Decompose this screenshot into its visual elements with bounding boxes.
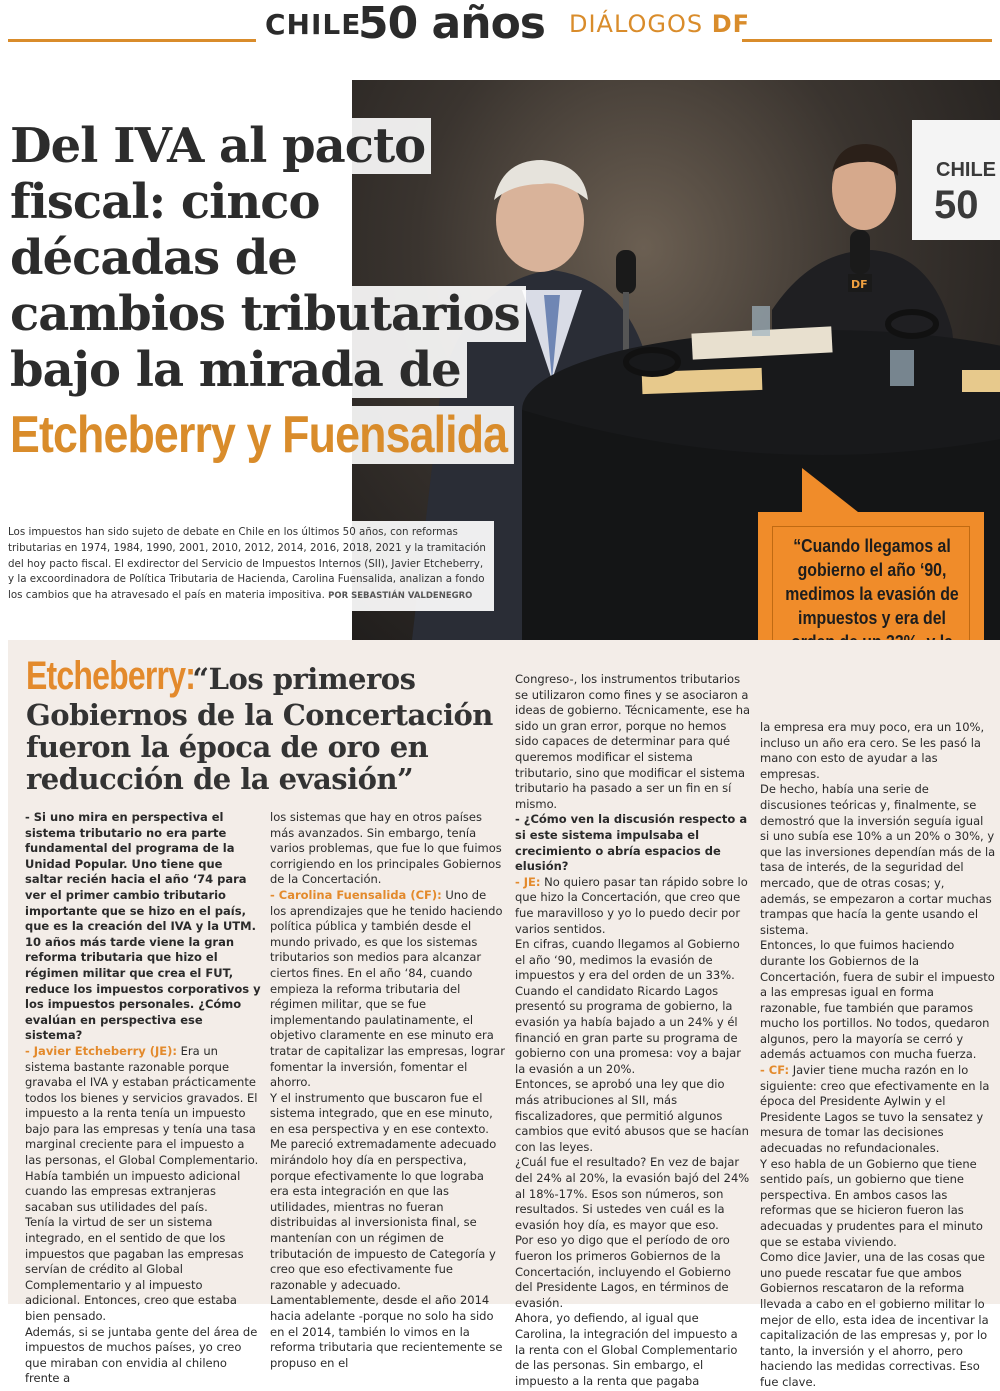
article-column-2 [270, 810, 506, 1371]
pull-quote-text: “Cuando llegamos al gobierno el año ‘90, medimos la evasión de impuestos y era del [785, 536, 959, 628]
paragraph: Tenía la virtud de ser un sistema integrado, en el sentido de que los impuestos que pagaban las empresas servían de crédito al Global Complementario y al impuesto adicional. Entonces, creo que estaba bien pensado. [25, 1215, 244, 1323]
section-title: CHILE [265, 8, 362, 41]
section-header [0, 0, 1000, 50]
paragraph: Entonces, se aprobó una ley que dio más atribuciones al SII, más fiscalizadores, que permitió algunos cambios que evitó abusos que se hacían con las leyes. [515, 1077, 749, 1154]
answer: - JE: No quiero pasar tan rápido sobre lo que hizo la Concertación, que creo que fue maravilloso y yo lo puedo decir por varios sentidos. [515, 874, 748, 936]
series-name: DIÁLOGOS [569, 10, 704, 38]
article-body [8, 640, 1000, 1389]
header-rule-right [742, 39, 992, 42]
mic-badge: DF [851, 278, 868, 291]
paragraph: Entonces, lo que fuimos haciendo durante los Gobiernos de la Concertación, fuera de subir el impuesto a las empresas igual en forma razonable, fue también que paramos mucho los portillos. No todos, quedaron algunos, pero la mayoría se cerró y además actuamos con mucha fuerza. [760, 938, 995, 1062]
subhead [26, 654, 496, 795]
headline-line: fiscal: cinco [10, 174, 570, 230]
brand-name: DF [711, 10, 751, 38]
paragraph: En cifras, cuando llegamos al Gobierno el año ‘90, medimos la evasión de impuestos y era del orden de un 33%. Cuando el candidato Ricardo Lagos presentó su programa de gobierno, la evasión ya había bajado a un 24% y él financió en gran parte su programa de gobierno con una promesa: voy a bajar la evasión a un 20%. [515, 937, 741, 1076]
anniversary-title: 50 años [358, 0, 545, 49]
paragraph: ¿Cuál fue el resultado? En vez de bajar del 24% al 20%, la evasión bajó del 24% al 18%-17%. Esos son números, son resultados. Si ustedes ven cuál es la evasión hoy día, es mayor que eso. [515, 1155, 750, 1232]
question: - ¿Cómo ven la discusión respecto a si este sistema impulsaba el crecimiento o abría espacios de elusión? [515, 812, 748, 874]
paragraph: Y eso habla de un Gobierno que tiene sentido país, un gobierno que tiene perspectiva. En ambos casos las reformas que se hicieron fueron las adecuadas y prudentes para el minuto que se estaba viviendo. [760, 1156, 983, 1249]
paragraph: la empresa era muy poco, era un 10%, incluso un año era cero. Se les pasó la mano con esto de ayudar a las empresas. [760, 720, 985, 781]
headline-line: bajo la mirada de [10, 342, 570, 398]
paragraph: Congreso-, los instrumentos tributarios se utilizaron como fines y se asociaron a ideas de gobierno. Técnicamente, ese ha sido un gran error, porque no hemos sido capaces de determinar para qué queremos modificar el sistema tributario, sino que modificar el sistema tributario ha pasado a ser un fin en sí mismo. [515, 672, 751, 811]
series-title [569, 10, 750, 38]
article-column-1 [25, 810, 261, 1387]
paragraph: los sistemas que hay en otros países más avanzados. Sin embargo, tenía varios problemas, que fue lo que fuimos corrigiendo en los principales Gobiernos de la Concertación. [270, 810, 502, 887]
speaker-label: - Carolina Fuensalida (CF): [270, 887, 442, 902]
set-sign-text-1: CHILE [936, 159, 996, 181]
header-rule-left [8, 39, 256, 42]
subhead-quote: “Los primeros Gobiernos de la Concertación fueron la época de oro en reducción de la evasión” [26, 662, 493, 796]
byline: POR SEBASTIÁN VALDENEGRO [328, 591, 473, 602]
answer: - Carolina Fuensalida (CF): Uno de los aprendizajes que he tenido haciendo política pública y también desde el mundo privado, es que los sistemas tributarios son medios para alcanzar ciertos fines. En el año ‘84, cuando empieza la reforma tributaria del régimen militar, que se fue implementando paulatinamente, el objetivo claramente en ese minuto era tratar de capitalizar las empresas, lograr fomentar la inversión, fomentar el ahorro. [270, 887, 505, 1090]
lead-text: Los impuestos han sido sujeto de debate en Chile en los últimos 50 años, con reformas tributarias en 1974, 1984, 1990, 2001, 2010, 2012, 2014, 2016, 2018, 2021 y la tramitación del hoy pacto fiscal. El exdirector del Servicio de Impuestos Internos (SII), Javier Etcheberry, y la excoordinadora de Política Tributaria de Hacienda, Carolina Fuensalida, analizan a fondo los cambios que ha atravesado el país en materia impositiva. [8, 526, 486, 602]
article-column-3 [515, 672, 751, 1389]
paragraph: Además, si se juntaba gente del área de impuestos de muchos países, yo creo que miraban con envidia al chileno frente a [25, 1324, 258, 1386]
lead-paragraph [8, 521, 494, 611]
headline [10, 118, 570, 466]
question: - Si uno mira en perspectiva el sistema tributario no era parte fundamental del programa de la Unidad Popular. Uno tiene que saltar recién hacia el año ‘74 para ver el primer cambio tributario importante que se hizo en el país, que es la creación del IVA y la UTM. 10 años más tarde viene la gran reforma tributaria que hizo el régimen militar que crea el FUT, reduce los impuestos corporativos y los impuestos personales. ¿Cómo evalúan en perspectiva ese sistema? [25, 810, 261, 1043]
article-column-4 [760, 720, 996, 1391]
paragraph: Por eso yo digo que el período de oro fueron los primeros Gobiernos de la Concertación, incluyendo el Gobierno del Presidente Lagos, en términos de evasión. [515, 1233, 731, 1310]
paragraph: Lamentablemente, desde el año 2014 hacia adelante -porque no solo ha sido en el 2014, también lo vimos en la reforma tributaria que recientemente se propuso en el [270, 1293, 503, 1370]
subhead-speaker: Etcheberry: [26, 654, 196, 698]
paragraph: Y el instrumento que buscaron fue el sistema integrado, que en ese minuto, en esa perspectiva y en ese contexto. Me pareció extremadamente adecuado mirándolo hoy día en perspectiva, porque efectivamente lo que lograba era esta integración en que las utilidades, mientras no fueran distribuidas al inversionista final, se mantenían con un régimen de tributación de impuesto de Categoría y creo que eso efectivamente fue razonable y adecuado. [270, 1090, 497, 1292]
paragraph: Como dice Javier, una de las cosas que uno puede rescatar fue que ambos Gobiernos rescataron de la reforma llevada a cabo en el gobierno militar lo mejor de ello, esta idea de incentivar la capitalización de las empresas y, por lo tanto, la inversión y el ahorro, pero haciendo las medidas correctivas. Eso fue clave. [760, 1250, 989, 1389]
speaker-label: - CF: [760, 1063, 790, 1078]
paragraph: De hecho, había una serie de discusiones teóricas y, finalmente, se demostró que la inversión seguía igual si uno subía ese 10% a un 20% o 30%, y que las inversiones dependían más de la tasa de interés, de la seguridad del mercado, que de otras cosas; y, además, se empezaron a cortar muchas trampas que hacía la gente usando el sistema. [760, 782, 996, 937]
answer: - Javier Etcheberry (JE): Era un sistema bastante razonable porque gravaba el IVA y estaban prácticamente todos los bienes y servicios gravados. El impuesto a la renta tenía un impuesto bajo para las empresas y tenía una tasa marginal creciente para el impuesto a las personas, el Global Complementario. Había también un impuesto adicional cuando las empresas extranjeras sacaban sus utilidades del país. [25, 1043, 259, 1214]
speaker-label: - JE: [515, 874, 541, 889]
speaker-label: - Javier Etcheberry (JE): [25, 1043, 178, 1058]
headline-line: Del IVA al pacto [10, 118, 570, 174]
paragraph: Ahora, yo defiendo, al igual que Carolina, la integración del impuesto a la renta con el Global Complementario de las personas. Sin embargo, el impuesto a la renta que pagaba [515, 1311, 738, 1388]
headline-line: cambios tributarios [10, 286, 570, 342]
set-sign-text-2: 50 [934, 183, 979, 227]
headline-names: Etcheberry y Fuensalida [10, 404, 492, 466]
answer: - CF: Javier tiene mucha razón en lo siguiente: creo que efectivamente en la época del Presidente Aylwin y el Presidente Lagos se tuvo la sensatez y mesura de tomar las decisiones adecuadas no refundacionales. [760, 1063, 990, 1156]
headline-line: décadas de [10, 230, 570, 286]
speech-bubble-tail [802, 468, 858, 512]
